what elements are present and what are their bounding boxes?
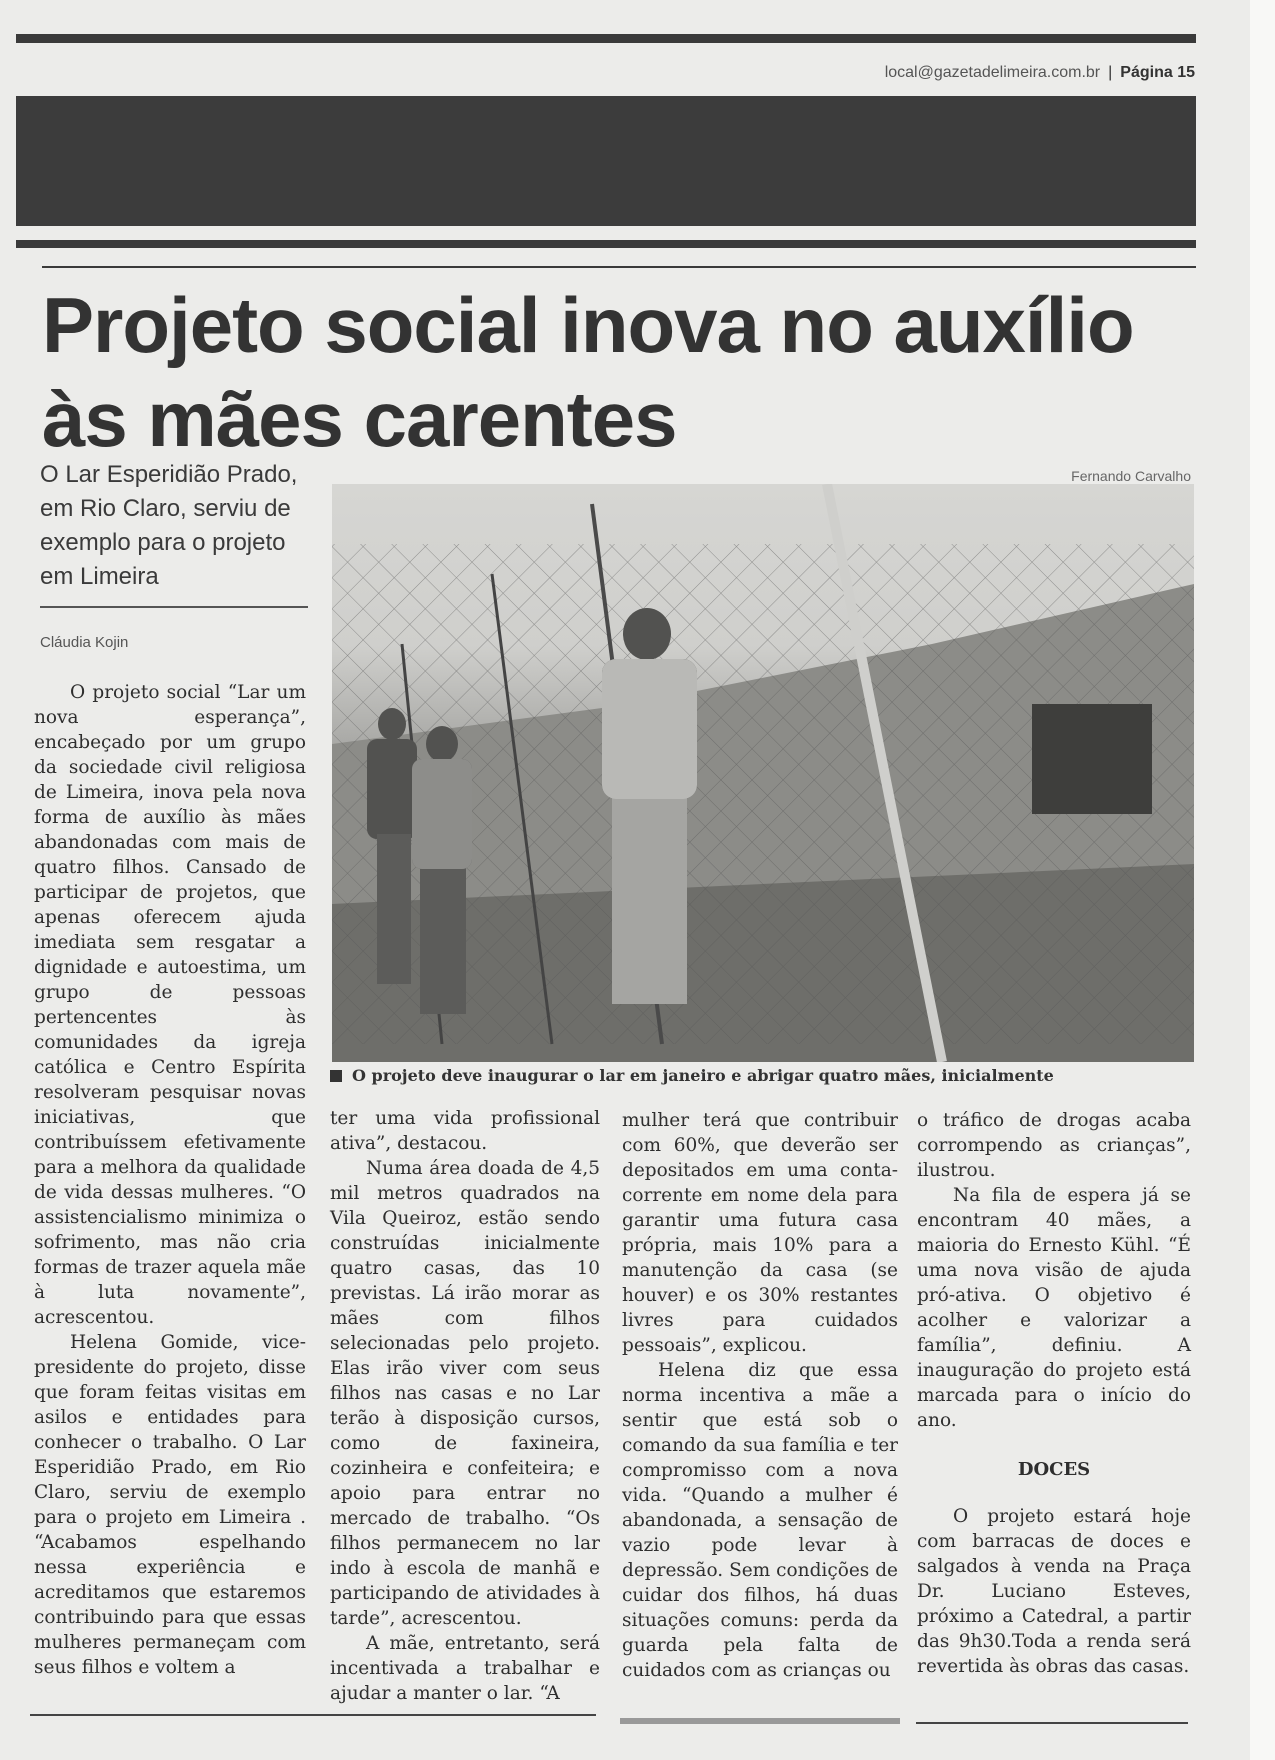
caption-text: O projeto deve inaugurar o lar em janeiro e abrigar quatro mães, inicialmente (352, 1066, 1054, 1085)
article-column-2 (330, 1106, 600, 1706)
paragraph: A mãe, entretanto, será incentivada a trabalhar e ajudar a manter o lar. “A (330, 1633, 600, 1704)
paragraph: Helena Gomide, vice-presidente do projeto, disse que foram feitas visitas em asilos e entidades para conhecer o trabalho. O Lar Esperidião Prado, em Rio Claro, serviu de exemplo para o projeto em Limeira . “Acabamos espelhando nessa experiência e acreditamos que estaremos contribuindo para que essas mulheres permaneçam com seus filhos e voltem a (34, 1332, 306, 1678)
top-rule (16, 34, 1196, 43)
header-banner (16, 96, 1196, 226)
paragraph: Helena diz que essa norma incentiva a mãe a sentir que está sob o comando da sua família e ter compromisso com a nova vida. “Quando a mulher é abandonada, a sensação de vazio pode levar à depressão. Sem condições de cuidar dos filhos, há duas situações comuns: perda da guarda pela falta de cuidados com as crianças ou (622, 1360, 898, 1681)
photo-credit: Fernando Carvalho (1071, 468, 1191, 484)
subtitle: O Lar Esperidião Prado, em Rio Claro, serviu de exemplo para o projeto em Limeira (40, 461, 298, 590)
section-heading: DOCES (1017, 1459, 1091, 1480)
bottom-rule (916, 1722, 1188, 1724)
paragraph: O projeto estará hoje com barracas de doces e salgados à venda na Praça Dr. Luciano Esteves, próximo a Catedral, a partir das 9h30.Toda a renda será revertida às obras das casas. (917, 1506, 1191, 1677)
bottom-rule (30, 1714, 596, 1716)
byline: Cláudia Kojin (40, 634, 129, 651)
paragraph: mulher terá que contribuir com 60%, que deverão ser depositados em uma conta-corrente em nome dela para garantir uma futura casa própria, mais 10% para a manutenção da casa (se houver) e os 30% restantes livres para cuidados pessoais”, explicou. (622, 1110, 898, 1356)
article-column-4 (917, 1108, 1191, 1679)
article-photo (332, 484, 1194, 1062)
paragraph: ter uma vida profissional ativa”, destacou. (330, 1108, 600, 1154)
paragraph: O projeto social “Lar um nova esperança”, encabeçado por um grupo da sociedade civil religiosa de Limeira, inova pela nova forma de auxílio às mães abandonadas com mais de quatro filhos. Cansado de participar de projetos, que apenas oferecem ajuda imediata sem resgatar a dignidade e autoestima, um grupo de pessoas pertencentes às comunidades da igreja católica e Centro Espírita resolveram pesquisar novas iniciativas, que contribuíssem efetivamente para a melhora da qualidade de vida dessas mulheres. “O assistencialismo minimiza o sofrimento, mas não cria formas de trazer aquela mãe à luta novamente”, acrescentou. (34, 682, 306, 1328)
section-rule-thin (42, 266, 1196, 268)
page-header (885, 64, 1195, 82)
page-number: Página 15 (1120, 64, 1195, 81)
photo-caption (330, 1066, 1230, 1085)
article-column-1 (34, 680, 306, 1680)
article-column-3 (622, 1108, 898, 1683)
headline: Projeto social inova no auxílio às mães carentes (42, 281, 1134, 463)
caption-bullet-icon (330, 1070, 342, 1082)
paragraph: Na fila de espera já se encontram 40 mães, a maioria do Ernesto Kühl. “É uma nova visão de ajuda pró-ativa. O objetivo é acolher e valorizar a família”, definiu. A inauguração do projeto está marcada para o início do ano. (917, 1185, 1191, 1431)
header-separator: | (1108, 64, 1113, 81)
page-edge (1250, 0, 1275, 1760)
bottom-rule (620, 1718, 900, 1724)
header-email: local@gazetadelimeira.com.br (884, 64, 1101, 81)
subtitle-rule (40, 606, 308, 608)
section-rule (16, 240, 1196, 248)
paragraph: Numa área doada de 4,5 mil metros quadrados na Vila Queiroz, estão sendo construídas inicialmente quatro casas, das 10 previstas. Lá irão morar as mães com filhos selecionadas pelo projeto. Elas irão viver com seus filhos nas casas e no Lar terão à disposição cursos, como de faxineira, cozinheira e confeiteira; e apoio para entrar no mercado de trabalho. “Os filhos permanecem no lar indo à escola de manhã e participando de atividades à tarde”, acrescentou. (330, 1158, 600, 1629)
paragraph: o tráfico de drogas acaba corrompendo as crianças”, ilustrou. (917, 1110, 1191, 1181)
